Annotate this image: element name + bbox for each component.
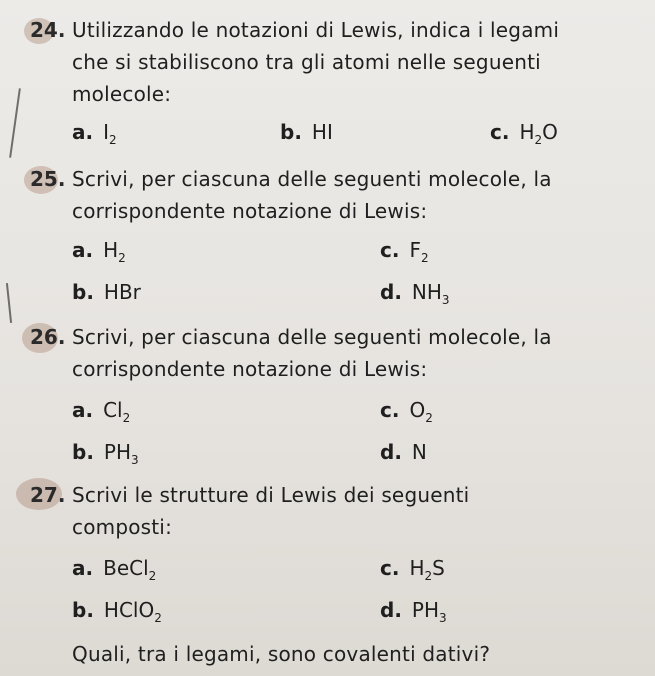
option: c. $H_2S$: [380, 556, 445, 583]
pen-mark: [9, 88, 21, 158]
option: c. $F_2$: [380, 238, 429, 265]
option: a. BeCl$_2$: [72, 556, 157, 583]
exercise-text: corrispondente notazione di Lewis:: [72, 357, 428, 381]
exercise-text: che si stabiliscono tra gli atomi nelle seguenti: [72, 50, 541, 74]
exercise-number: 25.: [30, 167, 66, 191]
option: d. $PH_3$: [380, 598, 447, 625]
exercise-text: Scrivi le strutture di Lewis dei seguenti: [72, 483, 470, 507]
pen-mark: [6, 283, 12, 323]
option: d. N: [380, 440, 427, 464]
exercise-text: molecole:: [72, 82, 172, 106]
option: a. $H_2$: [72, 238, 126, 265]
option: d. $NH_3$: [380, 280, 450, 307]
exercise-number: 27.: [30, 483, 66, 507]
option: a. $Cl_2$: [72, 398, 131, 425]
option: b. HBr: [72, 280, 141, 304]
exercise-number: 26.: [30, 325, 66, 349]
exercise-text: Scrivi, per ciascuna delle seguenti molecole, la: [72, 167, 552, 191]
option: b. HI: [280, 120, 333, 144]
option: c. $H_2O$: [490, 120, 558, 147]
exercise-text: composti:: [72, 515, 173, 539]
option: b. $PH_3$: [72, 440, 139, 467]
exercise-question: Quali, tra i legami, sono covalenti dativi?: [72, 642, 491, 666]
option: a. $I_2$: [72, 120, 117, 147]
exercise-number: 24.: [30, 18, 66, 42]
exercise-text: Utilizzando le notazioni di Lewis, indica i legami: [72, 18, 560, 42]
exercise-text: Scrivi, per ciascuna delle seguenti molecole, la: [72, 325, 552, 349]
option: b. HClO$_2$: [72, 598, 162, 625]
option: c. $O_2$: [380, 398, 433, 425]
exercise-text: corrispondente notazione di Lewis:: [72, 199, 428, 223]
